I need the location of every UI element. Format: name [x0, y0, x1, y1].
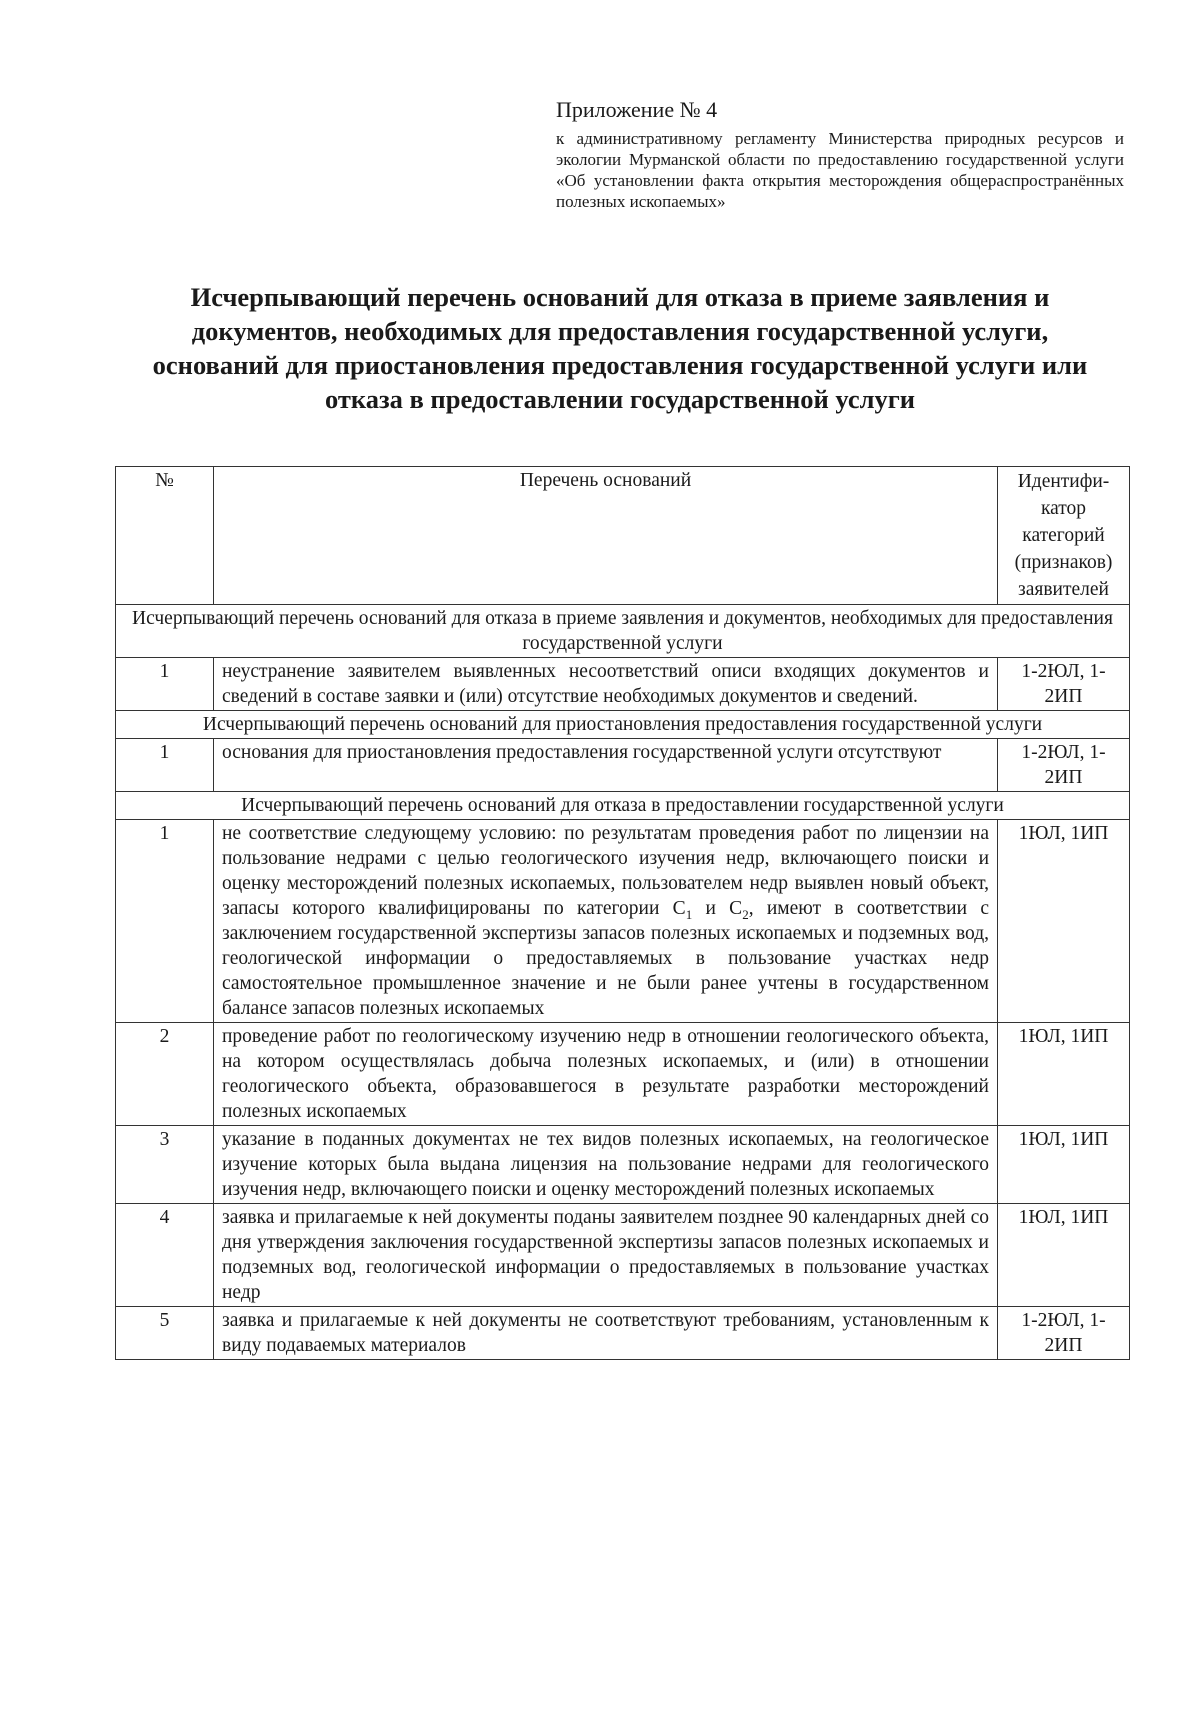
row-identifier: 1ЮЛ, 1ИП [998, 1023, 1130, 1126]
row-text: проведение работ по геологическому изучению недр в отношении геологического объекта, на котором осуществлялась добыча полезных ископаемых, и (или) в отношении геологического объекта, образовавшегося в результате разработки месторождений полезных ископаемых [214, 1023, 998, 1126]
row-num: 5 [116, 1307, 214, 1360]
table-row [116, 820, 1130, 1023]
row-num: 1 [116, 820, 214, 1023]
table-row [116, 1023, 1130, 1126]
row-text: заявка и прилагаемые к ней документы не соответствуют требованиям, установленным к виду подаваемых материалов [214, 1307, 998, 1360]
row-text: заявка и прилагаемые к ней документы поданы заявителем позднее 90 календарных дней со дня утверждения заключения государственной экспертизы запасов полезных ископаемых и подземных вод, геологической информации о предоставляемых в пользование участках недр [214, 1204, 998, 1307]
row-identifier: 1ЮЛ, 1ИП [998, 820, 1130, 1023]
row-text-part: и C [692, 898, 743, 919]
row-num: 3 [116, 1126, 214, 1204]
row-num: 1 [116, 739, 214, 792]
category-subscript: 2 [742, 906, 749, 922]
row-text: указание в поданных документах не тех видов полезных ископаемых, на геологическое изучение которых была выдана лицензия на пользование недрами для геологического изучения недр, включающего поиски и оценку месторождений полезных ископаемых [214, 1126, 998, 1204]
table-row [116, 658, 1130, 711]
table-row [116, 1204, 1130, 1307]
row-text-part: не соответствие следующему условию: по результатам проведения работ по лицензии на пользование недрами с целью геологического изучения недр, включающего поиски и оценку месторождений полезных ископаемых, пользователем недр выявлен новый объект, запасы которого квалифицированы по категории C [222, 823, 989, 919]
table-row [116, 1307, 1130, 1360]
row-text: основания для приостановления предоставления государственной услуги отсутствуют [214, 739, 998, 792]
table-row [116, 739, 1130, 792]
category-subscript: 1 [685, 906, 693, 922]
row-num: 1 [116, 658, 214, 711]
row-identifier: 1ЮЛ, 1ИП [998, 1126, 1130, 1204]
row-text: неустранение заявителем выявленных несоответствий описи входящих документов и сведений в составе заявки и (или) отсутствие необходимых документов и сведений. [214, 658, 998, 711]
row-identifier: 1-2ЮЛ, 1-2ИП [998, 1307, 1130, 1360]
appendix-title: Приложение № 4 [556, 97, 718, 122]
document-title: Исчерпывающий перечень оснований для отказа в приеме заявления и документов, необходимых для предоставления государственной услуги, оснований для приостановления предоставления государственной услуги или отказа в предоставлении государственной услуги [152, 282, 1088, 414]
table-header-row [116, 467, 1130, 605]
section-title: Исчерпывающий перечень оснований для отказа в предоставлении государственной услуги [116, 792, 1130, 820]
grounds-table [115, 466, 1130, 1360]
row-num: 4 [116, 1204, 214, 1307]
table-row [116, 1126, 1130, 1204]
row-identifier: 1-2ЮЛ, 1-2ИП [998, 739, 1130, 792]
row-identifier: 1ЮЛ, 1ИП [998, 1204, 1130, 1307]
header-grounds: Перечень оснований [214, 467, 998, 605]
section-row [116, 792, 1130, 820]
header-num: № [116, 467, 214, 605]
header-identifier: Идентифи-катор категорий (признаков) заявителей [998, 467, 1130, 605]
appendix-text: к административному регламенту Министерства природных ресурсов и экологии Мурманской области по предоставлению государственной услуги «Об установлении факта открытия месторождения общераспространённых полезных ископаемых» [556, 129, 1124, 211]
section-row [116, 711, 1130, 739]
appendix-block [556, 96, 1124, 212]
row-text-part: , имеют в соответствии с заключением государственной экспертизы запасов полезных ископаемых и подземных вод, геологической информации о предоставляемых в пользование участках недр самостоятельное промышленное значение и не были ранее учтены в государственном балансе запасов полезных ископаемых [222, 898, 989, 1019]
section-title: Исчерпывающий перечень оснований для отказа в приеме заявления и документов, необходимых для предоставления государственной услуги [116, 605, 1130, 658]
row-text [214, 820, 998, 1023]
section-row [116, 605, 1130, 658]
row-num: 2 [116, 1023, 214, 1126]
row-identifier: 1-2ЮЛ, 1-2ИП [998, 658, 1130, 711]
section-title: Исчерпывающий перечень оснований для приостановления предоставления государственной услуги [116, 711, 1130, 739]
